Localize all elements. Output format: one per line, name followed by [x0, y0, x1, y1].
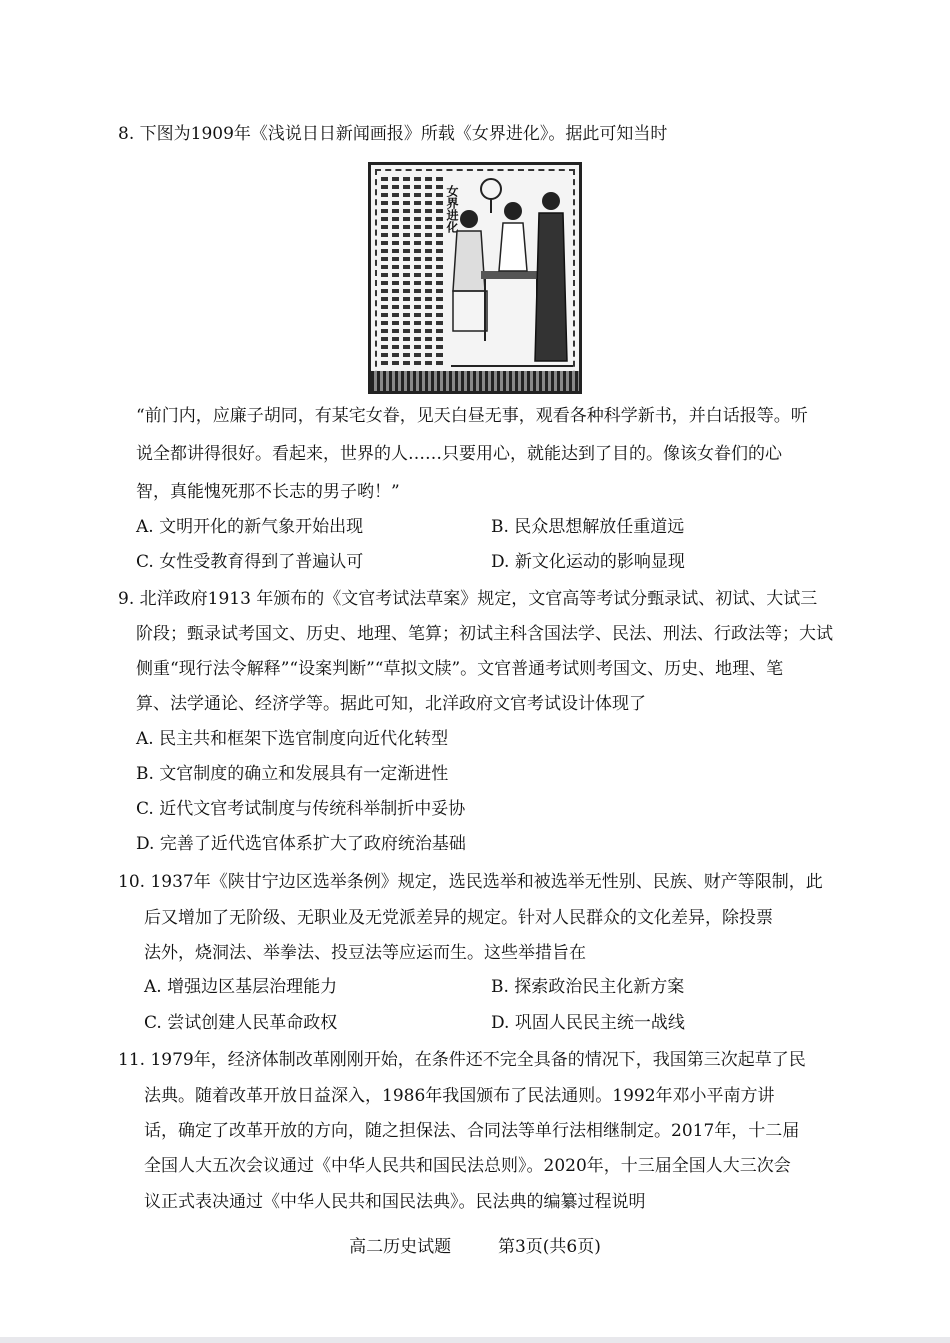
- q10-stem-line-3: 法外，烧洞法、举拳法、投豆法等应运而生。这些举措旨在: [144, 943, 586, 963]
- q8-quote-line-2: 说全都讲得很好。看起来，世界的人……只要用心，就能达到了目的。像该女眷们的心: [136, 444, 782, 464]
- illustration-bottom-pattern: [371, 371, 579, 391]
- q8-option-b: B. 民众思想解放任重道远: [491, 517, 685, 537]
- q10-stem-line-1: 10. 1937年《陕甘宁边区选举条例》规定，选民选举和被选举无性别、民族、财产等限制，此: [118, 872, 823, 892]
- page-footer: [0, 1236, 950, 1258]
- illustration-scene: [451, 171, 573, 371]
- q11-stem-line-3: 话，确定了改革开放的方向，随之担保法、合同法等单行法相继制定。2017年，十二届: [144, 1121, 800, 1141]
- q8-option-c: C. 女性受教育得到了普遍认可: [136, 552, 364, 572]
- q10-option-c: C. 尝试创建人民革命政权: [144, 1013, 338, 1033]
- q10-option-d: D. 巩固人民民主统一战线: [491, 1013, 685, 1033]
- q9-option-a: A. 民主共和框架下选官制度向近代化转型: [136, 729, 449, 749]
- bottom-edge: [0, 1337, 950, 1343]
- q8-quote-line-3: 智，真能愧死那不长志的男子哟！”: [136, 482, 400, 502]
- q9-stem-line-4: 算、法学通论、经济学等。据此可知，北洋政府文官考试设计体现了: [136, 694, 646, 714]
- q8-option-d: D. 新文化运动的影响显现: [491, 552, 685, 572]
- q10-stem-line-2: 后又增加了无阶级、无职业及无党派差异的规定。针对人民群众的文化差异，除投票: [144, 908, 773, 928]
- q9-stem-line-1: 9. 北洋政府1913 年颁布的《文官考试法草案》规定，文官高等考试分甄录试、初试、大试三: [118, 589, 818, 609]
- q10-option-a: A. 增强边区基层治理能力: [144, 977, 338, 997]
- q10-option-b: B. 探索政治民主化新方案: [491, 977, 685, 997]
- footer-page-number: 第3页(共6页): [497, 1237, 601, 1257]
- q8-option-a: A. 文明开化的新气象开始出现: [136, 517, 364, 537]
- illustration-vertical-text: [381, 177, 443, 377]
- footer-title: 高二历史试题: [349, 1237, 452, 1257]
- q8-quote-line-1: “前门内，应廉子胡同，有某宅女眷，见天白昼无事，观看各种科学新书，并白话报等。听: [136, 406, 808, 426]
- q11-stem-line-2: 法典。随着改革开放日益深入，1986年我国颁布了民法通则。1992年邓小平南方讲: [144, 1086, 775, 1106]
- q11-stem-line-4: 全国人大五次会议通过《中华人民共和国民法总则》。2020年，十三届全国人大三次会: [144, 1156, 791, 1176]
- illustration-title: 女界进化: [445, 185, 459, 233]
- q8-stem: 8. 下图为1909年《浅说日日新闻画报》所载《女界进化》。据此可知当时: [118, 124, 668, 144]
- q8-illustration: [368, 162, 582, 394]
- q9-option-b: B. 文官制度的确立和发展具有一定渐进性: [136, 764, 449, 784]
- q11-stem-line-5: 议正式表决通过《中华人民共和国民法典》。民法典的编纂过程说明: [144, 1192, 646, 1212]
- q11-stem-line-1: 11. 1979年，经济体制改革刚刚开始，在条件还不完全具备的情况下，我国第三次起草了民: [118, 1050, 806, 1070]
- q9-stem-line-2: 阶段；甄录试考国文、历史、地理、笔算；初试主科含国法学、民法、刑法、行政法等；大试: [136, 624, 833, 644]
- q9-option-d: D. 完善了近代选官体系扩大了政府统治基础: [136, 834, 466, 854]
- q9-stem-line-3: 侧重“现行法令解释”“设案判断”“草拟文牍”。文官普通考试则考国文、历史、地理、笔: [136, 659, 784, 679]
- q9-option-c: C. 近代文官考试制度与传统科举制折中妥协: [136, 799, 466, 819]
